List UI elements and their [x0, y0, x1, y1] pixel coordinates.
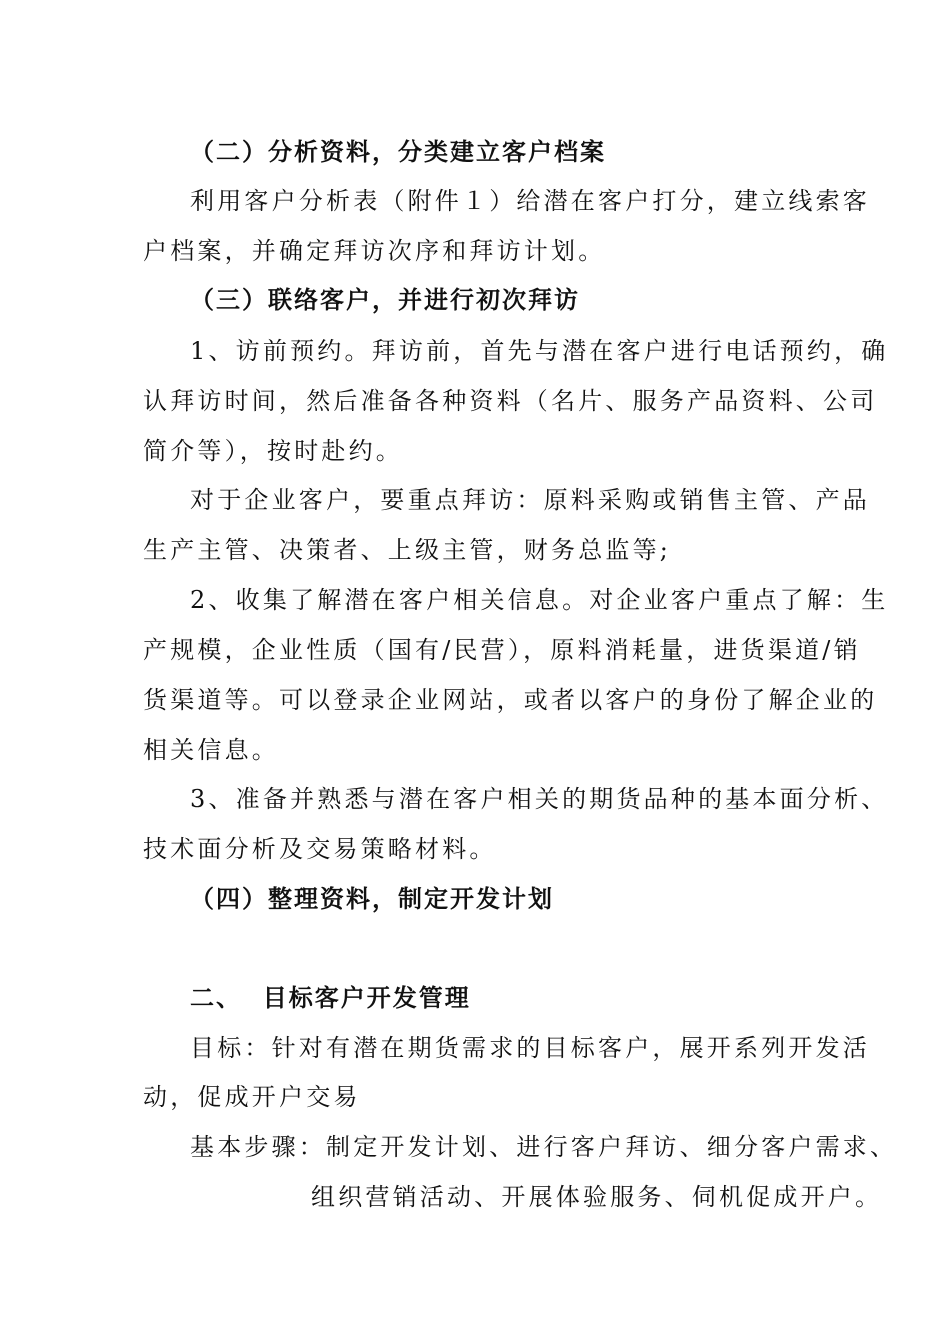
paragraph-line: 产规模，企业性质（国有/民营），原料消耗量，进货渠道/销	[143, 636, 861, 664]
paragraph-line: 户档案，并确定拜访次序和拜访计划。	[143, 237, 606, 265]
paragraph-line: 2、收集了解潜在客户相关信息。对企业客户重点了解：生	[190, 586, 889, 614]
paragraph-line: 技术面分析及交易策略材料。	[143, 835, 497, 863]
section-3-heading: （三）联络客户，并进行初次拜访	[190, 286, 580, 314]
paragraph-line: 1、访前预约。拜访前，首先与潜在客户进行电话预约，确	[190, 337, 889, 365]
paragraph-line: 目标：针对有潜在期货需求的目标客户，展开系列开发活	[190, 1034, 870, 1062]
paragraph-line: 动，促成开户交易	[143, 1083, 361, 1111]
paragraph-line: 基本步骤：制定开发计划、进行客户拜访、细分客户需求、	[190, 1133, 898, 1161]
paragraph-line: 简介等），按时赴约。	[143, 437, 403, 465]
paragraph-line: 生产主管、决策者、上级主管，财务总监等;	[143, 536, 672, 564]
paragraph-line: 3、准备并熟悉与潜在客户相关的期货品种的基本面分析、	[190, 785, 889, 813]
paragraph-line: 对于企业客户，要重点拜访：原料采购或销售主管、产品	[190, 486, 870, 514]
paragraph-line: 相关信息。	[143, 736, 279, 764]
part-2-heading: 二、 目标客户开发管理	[190, 984, 471, 1012]
paragraph-line: 认拜访时间，然后准备各种资料（名片、服务产品资料、公司	[143, 387, 878, 415]
paragraph-line: 组织营销活动、开展体验服务、伺机促成开户。	[311, 1183, 883, 1211]
paragraph-line: 货渠道等。可以登录企业网站，或者以客户的身份了解企业的	[143, 686, 878, 714]
section-2-heading: （二）分析资料，分类建立客户档案	[190, 138, 606, 166]
section-4-heading: （四）整理资料，制定开发计划	[190, 885, 554, 913]
paragraph-line: 利用客户分析表（附件１）给潜在客户打分，建立线索客	[190, 187, 870, 215]
